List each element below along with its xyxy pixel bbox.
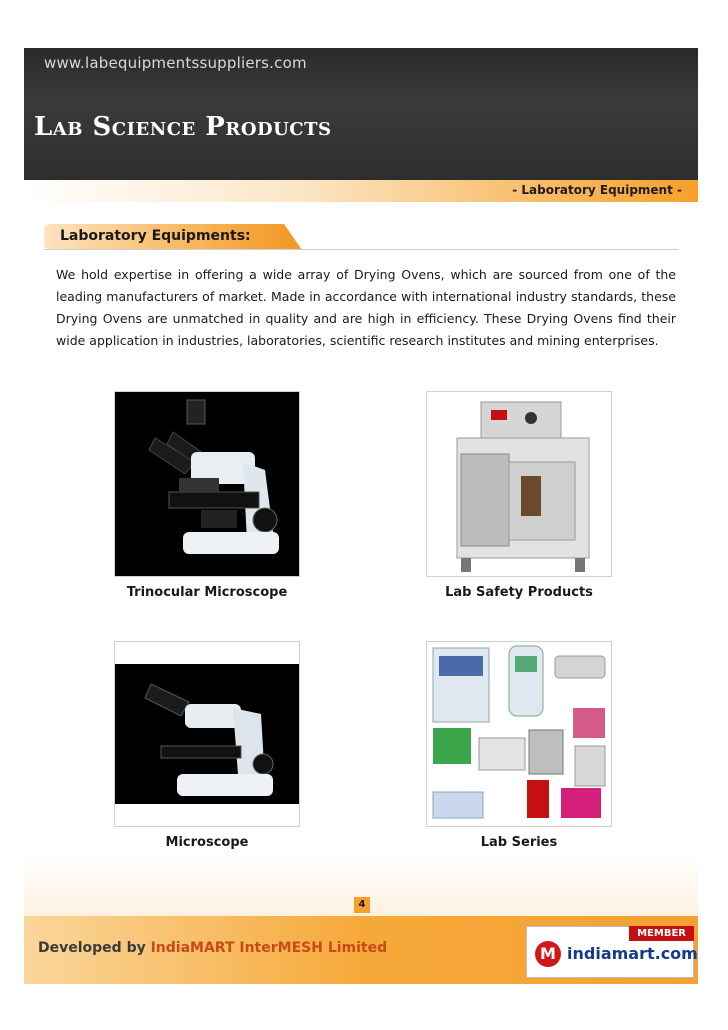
tagline-bar [24,180,698,202]
section-description: We hold expertise in offering a wide array of Drying Ovens, which are sourced from one of the leading manufacturers of market. Made in accordance with international industry standards, these Drying Ovens are unmatched in quality and are high in efficiency. These Drying Ovens find their wide application in industries, laboratories, scientific research institutes and mining enterprises. [56,267,676,348]
product-caption[interactable]: Lab Series [480,835,558,850]
developed-by-text [38,940,387,956]
section-divider [44,249,678,250]
member-label: MEMBER [629,926,694,941]
oven-image[interactable] [426,391,612,577]
product-card[interactable] [426,391,612,600]
indiamart-logo-icon: M [535,941,561,967]
developed-by-label: Developed by [38,940,146,956]
footer-bar [24,916,698,984]
website-url[interactable]: www.labequipmentssuppliers.com [44,54,307,72]
microscope-image[interactable] [114,391,300,577]
brand-title: Lab Science Products [34,112,332,142]
header-banner [24,48,698,180]
indiamart-logo-text: indiamart.com [567,944,698,963]
microscope-image[interactable] [114,641,300,827]
company-link[interactable]: IndiaMART InterMESH Limited [150,940,388,956]
product-card[interactable] [114,391,300,600]
tagline: - Laboratory Equipment - [512,183,682,197]
page-number: 4 [354,897,370,913]
product-card[interactable] [114,641,300,850]
page [24,48,698,984]
product-caption[interactable]: Lab Safety Products [445,585,593,600]
section-title: Laboratory Equipments: [60,228,251,244]
lab-series-image[interactable] [426,641,612,827]
product-caption[interactable]: Microscope [165,835,249,850]
section-heading-tab [44,224,284,250]
indiamart-member-badge[interactable] [526,926,698,978]
product-card[interactable] [426,641,612,850]
product-caption[interactable]: Trinocular Microscope [126,585,288,600]
